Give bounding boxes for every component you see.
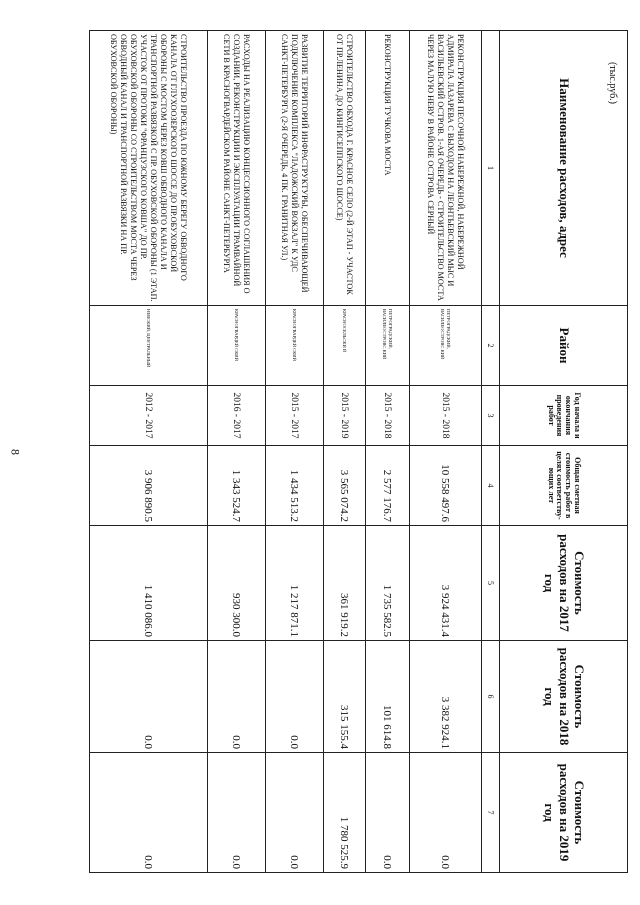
header-2018: Стоимость расходов на 2018 год (500, 641, 628, 753)
table-row (324, 31, 366, 873)
row-2018: 3 382 924.1 (410, 641, 482, 753)
row-2018: 0.0 (208, 641, 266, 753)
header-row (500, 31, 628, 873)
row-2017: 930 300.0 (208, 526, 266, 641)
row-2019: 0.0 (266, 753, 324, 873)
row-rayon: КРАСНОГВАРДЕЙ СКИЙ (266, 306, 324, 386)
row-period: 2015 - 2018 (366, 386, 410, 446)
row-2018: 101 614.8 (366, 641, 410, 753)
row-period: 2012 - 2017 (90, 386, 208, 446)
row-2019: 0.0 (410, 753, 482, 873)
column-number: 1 (482, 31, 500, 306)
header-name: Наименование расходов, адрес (500, 31, 628, 306)
row-period: 2015 - 2018 (410, 386, 482, 446)
row-period: 2016 - 2017 (208, 386, 266, 446)
row-rayon: НЕВСКИЙ, ЦЕНТРАЛЬНЫЙ (90, 306, 208, 386)
column-number: 6 (482, 641, 500, 753)
header-total: Общая сметная стоимость работ в целях соответству-ющих лет (500, 446, 628, 526)
row-rayon: ПЕТРОГРАДСКИЙ, ВАСИЛЕОСТРОВС КИЙ (410, 306, 482, 386)
column-number: 2 (482, 306, 500, 386)
row-rayon: КРАСНОСЕЛЬСКИ Й (324, 306, 366, 386)
column-number: 3 (482, 386, 500, 446)
header-period: Год начала и окончания проведения работ (500, 386, 628, 446)
row-name: СТРОИТЕЛЬСТВО ОБХОДА Г. КРАСНОЕ СЕЛО (2-Й ЭТАП - УЧАСТОК ОТ ПР.ЛЕНИНА ДО КИНГИСЕППСКОГО ШОССЕ) (324, 31, 366, 306)
header-2017: Стоимость расходов на 2017 год (500, 526, 628, 641)
column-number: 4 (482, 446, 500, 526)
row-name: РЕКОНСТРУКЦИЯ ПЕСОЧНОЙ НАБЕРЕЖНОЙ, НАБЕРЕЖНОЙ АДМИРАЛА ЛАЗАРЕВА С ВЫХОДОМ НА ЛЕОНТЬЕВСКИЙ МЫС И ВАСИЛЬЕВСКИЙ ОСТРОВ. 1-АЯ ОЧЕРЕДЬ - СТРОИТЕЛЬСТВО МОСТА ЧЕРЕЗ МАЛУЮ НЕВУ В РАЙОНЕ ОСТРОВА СЕРНЫЙ (410, 31, 482, 306)
row-name: СТРОИТЕЛЬСТВО ПРОЕЗДА ПО ЮЖНОМУ БЕРЕГУ ОБВОДНОГО КАНАЛА ОТ ГЛУХООЗЕРСКОГО ШОССЕ ДО ПР.ОБУХОВСКОЙ ОБОРОНЫ С МОСТОМ ЧЕРЕЗ КОВШ ОБВОДНОГО КАНАЛА И ТРАНСПОРТНОЙ РАЗВЯЗКОЙ С ПР. ОБУХОВСКОЙ ОБОРОНЫ (1 ЭТАП. УЧАСТОК ОТ ПРОТОКИ "ФРАНЦУЗСКОГО КОВША" ДО ПР. ОБУХОВСКОЙ ОБОРОНЫ СО СТРОИТЕЛЬСТВОМ МОСТА ЧЕРЕЗ ОБВОДНЫЙ КАНАЛ И ТРАНСПОРТНОЙ РАЗВЯЗКИ НА ПР. ОБУХОВСКОЙ ОБОРОНЫ) (90, 31, 208, 306)
column-number: 5 (482, 526, 500, 641)
row-2018: 0.0 (90, 641, 208, 753)
row-2019: 0.0 (90, 753, 208, 873)
row-total: 3 565 074.2 (324, 446, 366, 526)
row-2019: 1 780 525.9 (324, 753, 366, 873)
row-total: 1 434 513.2 (266, 446, 324, 526)
row-rayon: КРАСНОГВАРДЕЙ СКИЙ (208, 306, 266, 386)
row-name: РЕКОНСТРУКЦИЯ ТУЧКОВА МОСТА (366, 31, 410, 306)
row-2017: 1 217 871.1 (266, 526, 324, 641)
table-row (410, 31, 482, 873)
row-2017: 1 735 582.5 (366, 526, 410, 641)
row-2017: 3 924 431.4 (410, 526, 482, 641)
rotated-table-container (109, 30, 628, 872)
row-total: 10 558 497.6 (410, 446, 482, 526)
unit-note: (тыс.руб.) (607, 62, 618, 105)
table-row (266, 31, 324, 873)
column-number-row (482, 31, 500, 873)
header-2019: Стоимость расходов на 2019 год (500, 753, 628, 873)
row-2019: 0.0 (208, 753, 266, 873)
row-total: 1 343 524.7 (208, 446, 266, 526)
page-number: 8 (8, 449, 23, 455)
column-number: 7 (482, 753, 500, 873)
expenses-table (89, 30, 628, 873)
row-2019: 0.0 (366, 753, 410, 873)
table-row (208, 31, 266, 873)
row-name: РАЗВИТИЕ ТЕРРИТОРИЙ ИНФРАСТРУКТУРЫ, ОБЕСПЕЧИВАЮЩЕЙ ПОДКЛЮЧЕНИЕ КОМПЛЕКСА "ЛАДОЖСКИЙ ВОКЗАЛ" К УДС САНКТ-ПЕТЕРБУРГА (2-Я ОЧЕРЕДЬ, 4 ПК. ГРАНИТНАЯ УЛ.) (266, 31, 324, 306)
header-rayon: Район (500, 306, 628, 386)
table-row (366, 31, 410, 873)
row-2018: 315 155.4 (324, 641, 366, 753)
row-name: РАСХОДЫ НА РЕАЛИЗАЦИЮ КОНЦЕССИОННОГО СОГЛАШЕНИЯ О СОЗДАНИИ, РЕКОНСТРУКЦИИ И ЭКСПЛУАТАЦИИ ТРАМВАЙНОЙ СЕТИ В КРАСНОГВАРДЕЙСКОМ РАЙОНЕ САНКТ-ПЕТЕРБУРГА (208, 31, 266, 306)
row-period: 2015 - 2019 (324, 386, 366, 446)
row-total: 3 906 890.5 (90, 446, 208, 526)
table-row (90, 31, 208, 873)
row-rayon: ПЕТРОГРАДСКИЙ, ВАСИЛЕОСТРОВС КИЙ (366, 306, 410, 386)
row-total: 2 577 176.7 (366, 446, 410, 526)
row-2018: 0.0 (266, 641, 324, 753)
row-period: 2015 - 2017 (266, 386, 324, 446)
row-2017: 1 410 086.0 (90, 526, 208, 641)
row-2017: 361 919.2 (324, 526, 366, 641)
